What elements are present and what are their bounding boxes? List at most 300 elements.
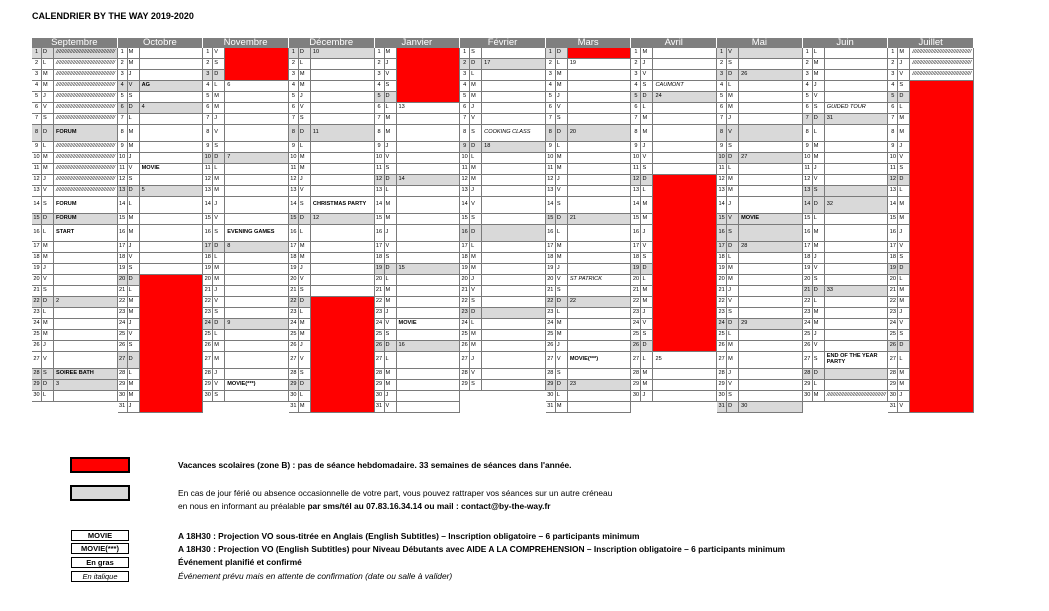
weekday-letter: L (813, 48, 825, 59)
day-number: 5 (631, 92, 641, 103)
event-cell (54, 308, 118, 319)
weekday-letter: V (813, 264, 825, 275)
day-number: 13 (203, 186, 213, 197)
day-number: 15 (375, 214, 385, 225)
weekday-letter: D (470, 142, 482, 153)
day-number: 11 (717, 164, 727, 175)
event-cell (225, 275, 289, 286)
weekday-letter: J (813, 81, 825, 92)
day-number: 3 (717, 70, 727, 81)
weekday-letter: S (385, 253, 397, 264)
weekday-letter: V (128, 253, 140, 264)
event-note: COOKING CLASS (482, 125, 546, 142)
weekday-letter: M (128, 297, 140, 308)
day-number: 3 (375, 70, 385, 81)
weekday-letter: S (727, 308, 739, 319)
event-cell (397, 225, 461, 242)
weekday-letter: M (213, 186, 225, 197)
event-cell (140, 214, 204, 225)
weekday-letter: S (470, 125, 482, 142)
day-number: 11 (460, 164, 470, 175)
day-number: 16 (631, 225, 641, 242)
event-cell (54, 330, 118, 341)
weekday-letter: M (641, 197, 653, 214)
day-number: 28 (289, 369, 299, 380)
day-number: 12 (631, 175, 641, 186)
weekday-letter: M (385, 286, 397, 297)
weekday-letter: M (128, 48, 140, 59)
day-number: 31 (118, 402, 128, 413)
day-number: 26 (32, 341, 42, 352)
event-cell (140, 253, 204, 264)
event-cell (311, 225, 375, 242)
weekday-letter: M (299, 70, 311, 81)
event-cell (568, 391, 632, 402)
day-number: 2 (289, 59, 299, 70)
day-number: 2 (460, 59, 470, 70)
day-number: 13 (289, 186, 299, 197)
event-cell (482, 175, 546, 186)
day-number: 30 (717, 391, 727, 402)
day-number: 26 (203, 341, 213, 352)
event-cell (568, 103, 632, 114)
day-number: 20 (631, 275, 641, 286)
weekday-letter: L (42, 225, 54, 242)
event-cell (54, 319, 118, 330)
reserved-slot: ////////////////////////////////////// (54, 153, 118, 164)
weekday-letter: D (385, 175, 397, 186)
weekday-letter: M (898, 380, 910, 391)
weekday-letter: J (813, 330, 825, 341)
weekday-letter: D (641, 341, 653, 352)
day-number: 8 (289, 125, 299, 142)
legend-red-text: Vacances scolaires (zone B) : pas de séance hebdomadaire. 33 semaines de séances dans l'année. (178, 460, 572, 470)
day-number: 10 (118, 153, 128, 164)
day-number: 13 (717, 186, 727, 197)
event-note: 8 (225, 242, 289, 253)
weekday-letter: M (42, 164, 54, 175)
event-note: 31 (825, 114, 889, 125)
weekday-letter: M (385, 125, 397, 142)
event-cell (54, 341, 118, 352)
weekday-letter: D (128, 352, 140, 369)
day-number: 1 (717, 48, 727, 59)
weekday-letter: J (385, 59, 397, 70)
weekday-letter: J (128, 319, 140, 330)
weekday-letter: S (128, 341, 140, 352)
day-number: 4 (546, 81, 556, 92)
event-note: 19 (568, 59, 632, 70)
reserved-slot: ////////////////////////////////////// (54, 81, 118, 92)
weekday-letter: M (42, 81, 54, 92)
day-number: 4 (803, 81, 813, 92)
event-cell (825, 175, 889, 186)
event-cell (568, 81, 632, 92)
event-note: END OF THE YEAR PARTY (825, 352, 889, 369)
day-number: 25 (717, 330, 727, 341)
day-number: 29 (118, 380, 128, 391)
day-number: 19 (631, 264, 641, 275)
weekday-letter: D (470, 308, 482, 319)
month-header: Mai (717, 38, 803, 48)
event-cell (482, 330, 546, 341)
weekday-letter: M (641, 114, 653, 125)
day-number: 17 (803, 242, 813, 253)
month-header: Décembre (289, 38, 375, 48)
weekday-letter: J (128, 153, 140, 164)
event-note: 15 (397, 264, 461, 275)
day-number: 4 (118, 81, 128, 92)
day-number: 7 (631, 114, 641, 125)
day-number: 7 (375, 114, 385, 125)
weekday-letter: J (898, 59, 910, 70)
weekday-letter: J (299, 175, 311, 186)
event-cell (311, 153, 375, 164)
day-number: 11 (289, 164, 299, 175)
event-cell (225, 197, 289, 214)
event-cell (568, 242, 632, 253)
day-number: 23 (803, 308, 813, 319)
event-cell (397, 330, 461, 341)
day-number: 14 (631, 197, 641, 214)
event-cell (311, 70, 375, 81)
weekday-letter: M (385, 297, 397, 308)
weekday-letter: S (42, 114, 54, 125)
weekday-letter: L (813, 380, 825, 391)
day-number: 13 (888, 186, 898, 197)
day-number: 30 (118, 391, 128, 402)
weekday-letter: S (813, 275, 825, 286)
weekday-letter: S (727, 391, 739, 402)
day-number: 26 (717, 341, 727, 352)
day-number: 10 (32, 153, 42, 164)
reserved-slot: ////////////////////////////////////// (54, 103, 118, 114)
day-number: 12 (546, 175, 556, 186)
day-number: 8 (460, 125, 470, 142)
day-number: 8 (631, 125, 641, 142)
day-number: 19 (375, 264, 385, 275)
event-cell (397, 297, 461, 308)
day-number: 25 (203, 330, 213, 341)
weekday-letter: M (813, 59, 825, 70)
weekday-letter: M (299, 81, 311, 92)
event-cell (568, 369, 632, 380)
event-cell (739, 114, 803, 125)
weekday-letter: V (128, 81, 140, 92)
day-number: 6 (375, 103, 385, 114)
weekday-letter: M (385, 380, 397, 391)
weekday-letter: M (470, 175, 482, 186)
day-number: 25 (375, 330, 385, 341)
weekday-letter: M (556, 81, 568, 92)
weekday-letter: J (42, 175, 54, 186)
weekday-letter: J (727, 197, 739, 214)
event-cell (825, 214, 889, 225)
weekday-letter: S (898, 164, 910, 175)
weekday-letter: D (641, 264, 653, 275)
day-number: 6 (32, 103, 42, 114)
day-number: 31 (717, 402, 727, 413)
event-cell (825, 70, 889, 81)
weekday-letter: J (299, 264, 311, 275)
day-number: 3 (888, 70, 898, 81)
weekday-letter: S (470, 48, 482, 59)
event-cell (311, 142, 375, 153)
weekday-letter: J (128, 242, 140, 253)
day-number: 22 (289, 297, 299, 308)
event-cell (825, 380, 889, 391)
day-number: 18 (546, 253, 556, 264)
day-number: 14 (289, 197, 299, 214)
event-cell (825, 125, 889, 142)
holiday-block (910, 81, 973, 412)
day-number: 28 (203, 369, 213, 380)
day-number: 27 (375, 352, 385, 369)
day-number: 19 (460, 264, 470, 275)
day-number: 25 (631, 330, 641, 341)
tag-text-movie-beginner: A 18H30 : Projection VO (English Subtitles) pour Niveau Débutants avec AIDE A LA COMPREHENSION – Inscription obligatoire – 6 participants minimum (178, 544, 786, 554)
day-number: 10 (289, 153, 299, 164)
day-number: 18 (717, 253, 727, 264)
day-number: 29 (203, 380, 213, 391)
day-number: 20 (203, 275, 213, 286)
day-number: 3 (460, 70, 470, 81)
weekday-letter: J (42, 264, 54, 275)
weekday-letter: L (299, 59, 311, 70)
day-number: 12 (888, 175, 898, 186)
weekday-letter: J (385, 225, 397, 242)
weekday-letter: V (128, 164, 140, 175)
event-cell (225, 103, 289, 114)
event-cell (482, 197, 546, 214)
event-cell (397, 142, 461, 153)
day-number: 5 (717, 92, 727, 103)
day-number: 3 (203, 70, 213, 81)
event-note: 5 (140, 186, 204, 197)
day-number: 18 (289, 253, 299, 264)
weekday-letter: M (727, 175, 739, 186)
day-number: 27 (546, 352, 556, 369)
day-number: 25 (32, 330, 42, 341)
event-cell (739, 264, 803, 275)
weekday-letter: V (299, 103, 311, 114)
weekday-letter: M (299, 164, 311, 175)
day-number: 2 (717, 59, 727, 70)
day-number: 17 (289, 242, 299, 253)
day-number: 8 (546, 125, 556, 142)
event-cell (225, 92, 289, 103)
weekday-letter: D (299, 214, 311, 225)
event-note: 2 (54, 297, 118, 308)
event-cell (311, 92, 375, 103)
weekday-letter: M (128, 380, 140, 391)
day-number: 5 (118, 92, 128, 103)
day-number: 7 (32, 114, 42, 125)
page-title: CALENDRIER BY THE WAY 2019-2020 (32, 11, 194, 21)
weekday-letter: S (898, 81, 910, 92)
event-note: MOVIE (739, 214, 803, 225)
weekday-letter: M (813, 242, 825, 253)
day-number: 24 (546, 319, 556, 330)
event-cell (311, 175, 375, 186)
weekday-letter: V (727, 125, 739, 142)
day-number: 1 (546, 48, 556, 59)
day-number: 22 (460, 297, 470, 308)
day-number: 9 (289, 142, 299, 153)
weekday-letter: D (299, 297, 311, 308)
day-number: 13 (803, 186, 813, 197)
event-cell (311, 264, 375, 275)
day-number: 14 (32, 197, 42, 214)
day-number: 1 (118, 48, 128, 59)
day-number: 12 (32, 175, 42, 186)
weekday-letter: D (727, 319, 739, 330)
event-note: ST PATRICK (568, 275, 632, 286)
event-note: MOVIE(***) (568, 352, 632, 369)
weekday-letter: L (299, 308, 311, 319)
weekday-letter: V (641, 319, 653, 330)
event-note: 9 (225, 319, 289, 330)
tag-movie-beginner: MOVIE(***) (71, 543, 129, 554)
day-number: 17 (888, 242, 898, 253)
weekday-letter: L (385, 186, 397, 197)
weekday-letter: L (727, 81, 739, 92)
day-number: 21 (803, 286, 813, 297)
day-number: 6 (888, 103, 898, 114)
event-cell (482, 70, 546, 81)
weekday-letter: L (42, 59, 54, 70)
day-number: 23 (203, 308, 213, 319)
weekday-letter: M (470, 81, 482, 92)
weekday-letter: S (556, 286, 568, 297)
event-cell (568, 114, 632, 125)
event-note: 21 (568, 214, 632, 225)
event-cell (397, 214, 461, 225)
day-number: 18 (375, 253, 385, 264)
day-number: 15 (32, 214, 42, 225)
day-number: 9 (203, 142, 213, 153)
event-note: START (54, 225, 118, 242)
day-number: 3 (631, 70, 641, 81)
day-number: 6 (631, 103, 641, 114)
event-cell (397, 242, 461, 253)
day-number: 24 (118, 319, 128, 330)
day-number: 5 (888, 92, 898, 103)
event-cell (568, 286, 632, 297)
event-cell (825, 92, 889, 103)
event-cell (397, 253, 461, 264)
event-cell (482, 319, 546, 330)
weekday-letter: V (641, 70, 653, 81)
weekday-letter: M (727, 103, 739, 114)
day-number: 21 (118, 286, 128, 297)
weekday-letter: M (727, 264, 739, 275)
day-number: 24 (803, 319, 813, 330)
event-cell (311, 114, 375, 125)
event-cell (653, 380, 717, 391)
event-cell (825, 341, 889, 352)
weekday-letter: L (898, 275, 910, 286)
event-cell (225, 114, 289, 125)
event-cell (568, 175, 632, 186)
event-cell (739, 297, 803, 308)
weekday-letter: J (42, 92, 54, 103)
holiday-block (311, 297, 374, 412)
day-number: 19 (546, 264, 556, 275)
day-number: 19 (289, 264, 299, 275)
day-number: 17 (546, 242, 556, 253)
day-number: 19 (203, 264, 213, 275)
event-cell (397, 308, 461, 319)
weekday-letter: M (641, 286, 653, 297)
weekday-letter: M (42, 253, 54, 264)
weekday-letter: D (556, 380, 568, 391)
event-cell (482, 114, 546, 125)
weekday-letter: L (128, 197, 140, 214)
event-cell (825, 186, 889, 197)
weekday-letter: S (556, 114, 568, 125)
event-cell (568, 197, 632, 214)
weekday-letter: S (213, 225, 225, 242)
event-cell (397, 164, 461, 175)
event-cell (140, 197, 204, 214)
day-number: 30 (375, 391, 385, 402)
weekday-letter: S (213, 391, 225, 402)
day-number: 8 (203, 125, 213, 142)
day-number: 2 (631, 59, 641, 70)
weekday-letter: D (727, 70, 739, 81)
weekday-letter: L (898, 103, 910, 114)
event-cell (397, 391, 461, 402)
day-number: 25 (289, 330, 299, 341)
weekday-letter: V (385, 153, 397, 164)
day-number: 11 (375, 164, 385, 175)
day-number: 15 (460, 214, 470, 225)
event-cell (54, 242, 118, 253)
weekday-letter: M (727, 186, 739, 197)
day-number: 25 (118, 330, 128, 341)
weekday-letter: L (128, 114, 140, 125)
day-number: 28 (375, 369, 385, 380)
weekday-letter: M (813, 391, 825, 402)
weekday-letter: M (641, 48, 653, 59)
weekday-letter: M (641, 125, 653, 142)
event-cell (397, 369, 461, 380)
event-cell (653, 164, 717, 175)
weekday-letter: J (813, 253, 825, 264)
day-number: 21 (375, 286, 385, 297)
day-number: 13 (118, 186, 128, 197)
day-number: 9 (118, 142, 128, 153)
weekday-letter: J (898, 142, 910, 153)
weekday-letter: J (385, 308, 397, 319)
weekday-letter: L (213, 164, 225, 175)
event-cell (739, 92, 803, 103)
day-number: 7 (289, 114, 299, 125)
day-number: 3 (118, 70, 128, 81)
weekday-letter: V (128, 330, 140, 341)
day-number: 5 (289, 92, 299, 103)
day-number: 12 (717, 175, 727, 186)
day-number: 25 (546, 330, 556, 341)
day-number: 31 (289, 402, 299, 413)
day-number: 16 (289, 225, 299, 242)
legend-grey-swatch (70, 485, 130, 501)
event-cell (653, 391, 717, 402)
day-number: 12 (375, 175, 385, 186)
weekday-letter: V (213, 214, 225, 225)
day-number: 24 (717, 319, 727, 330)
